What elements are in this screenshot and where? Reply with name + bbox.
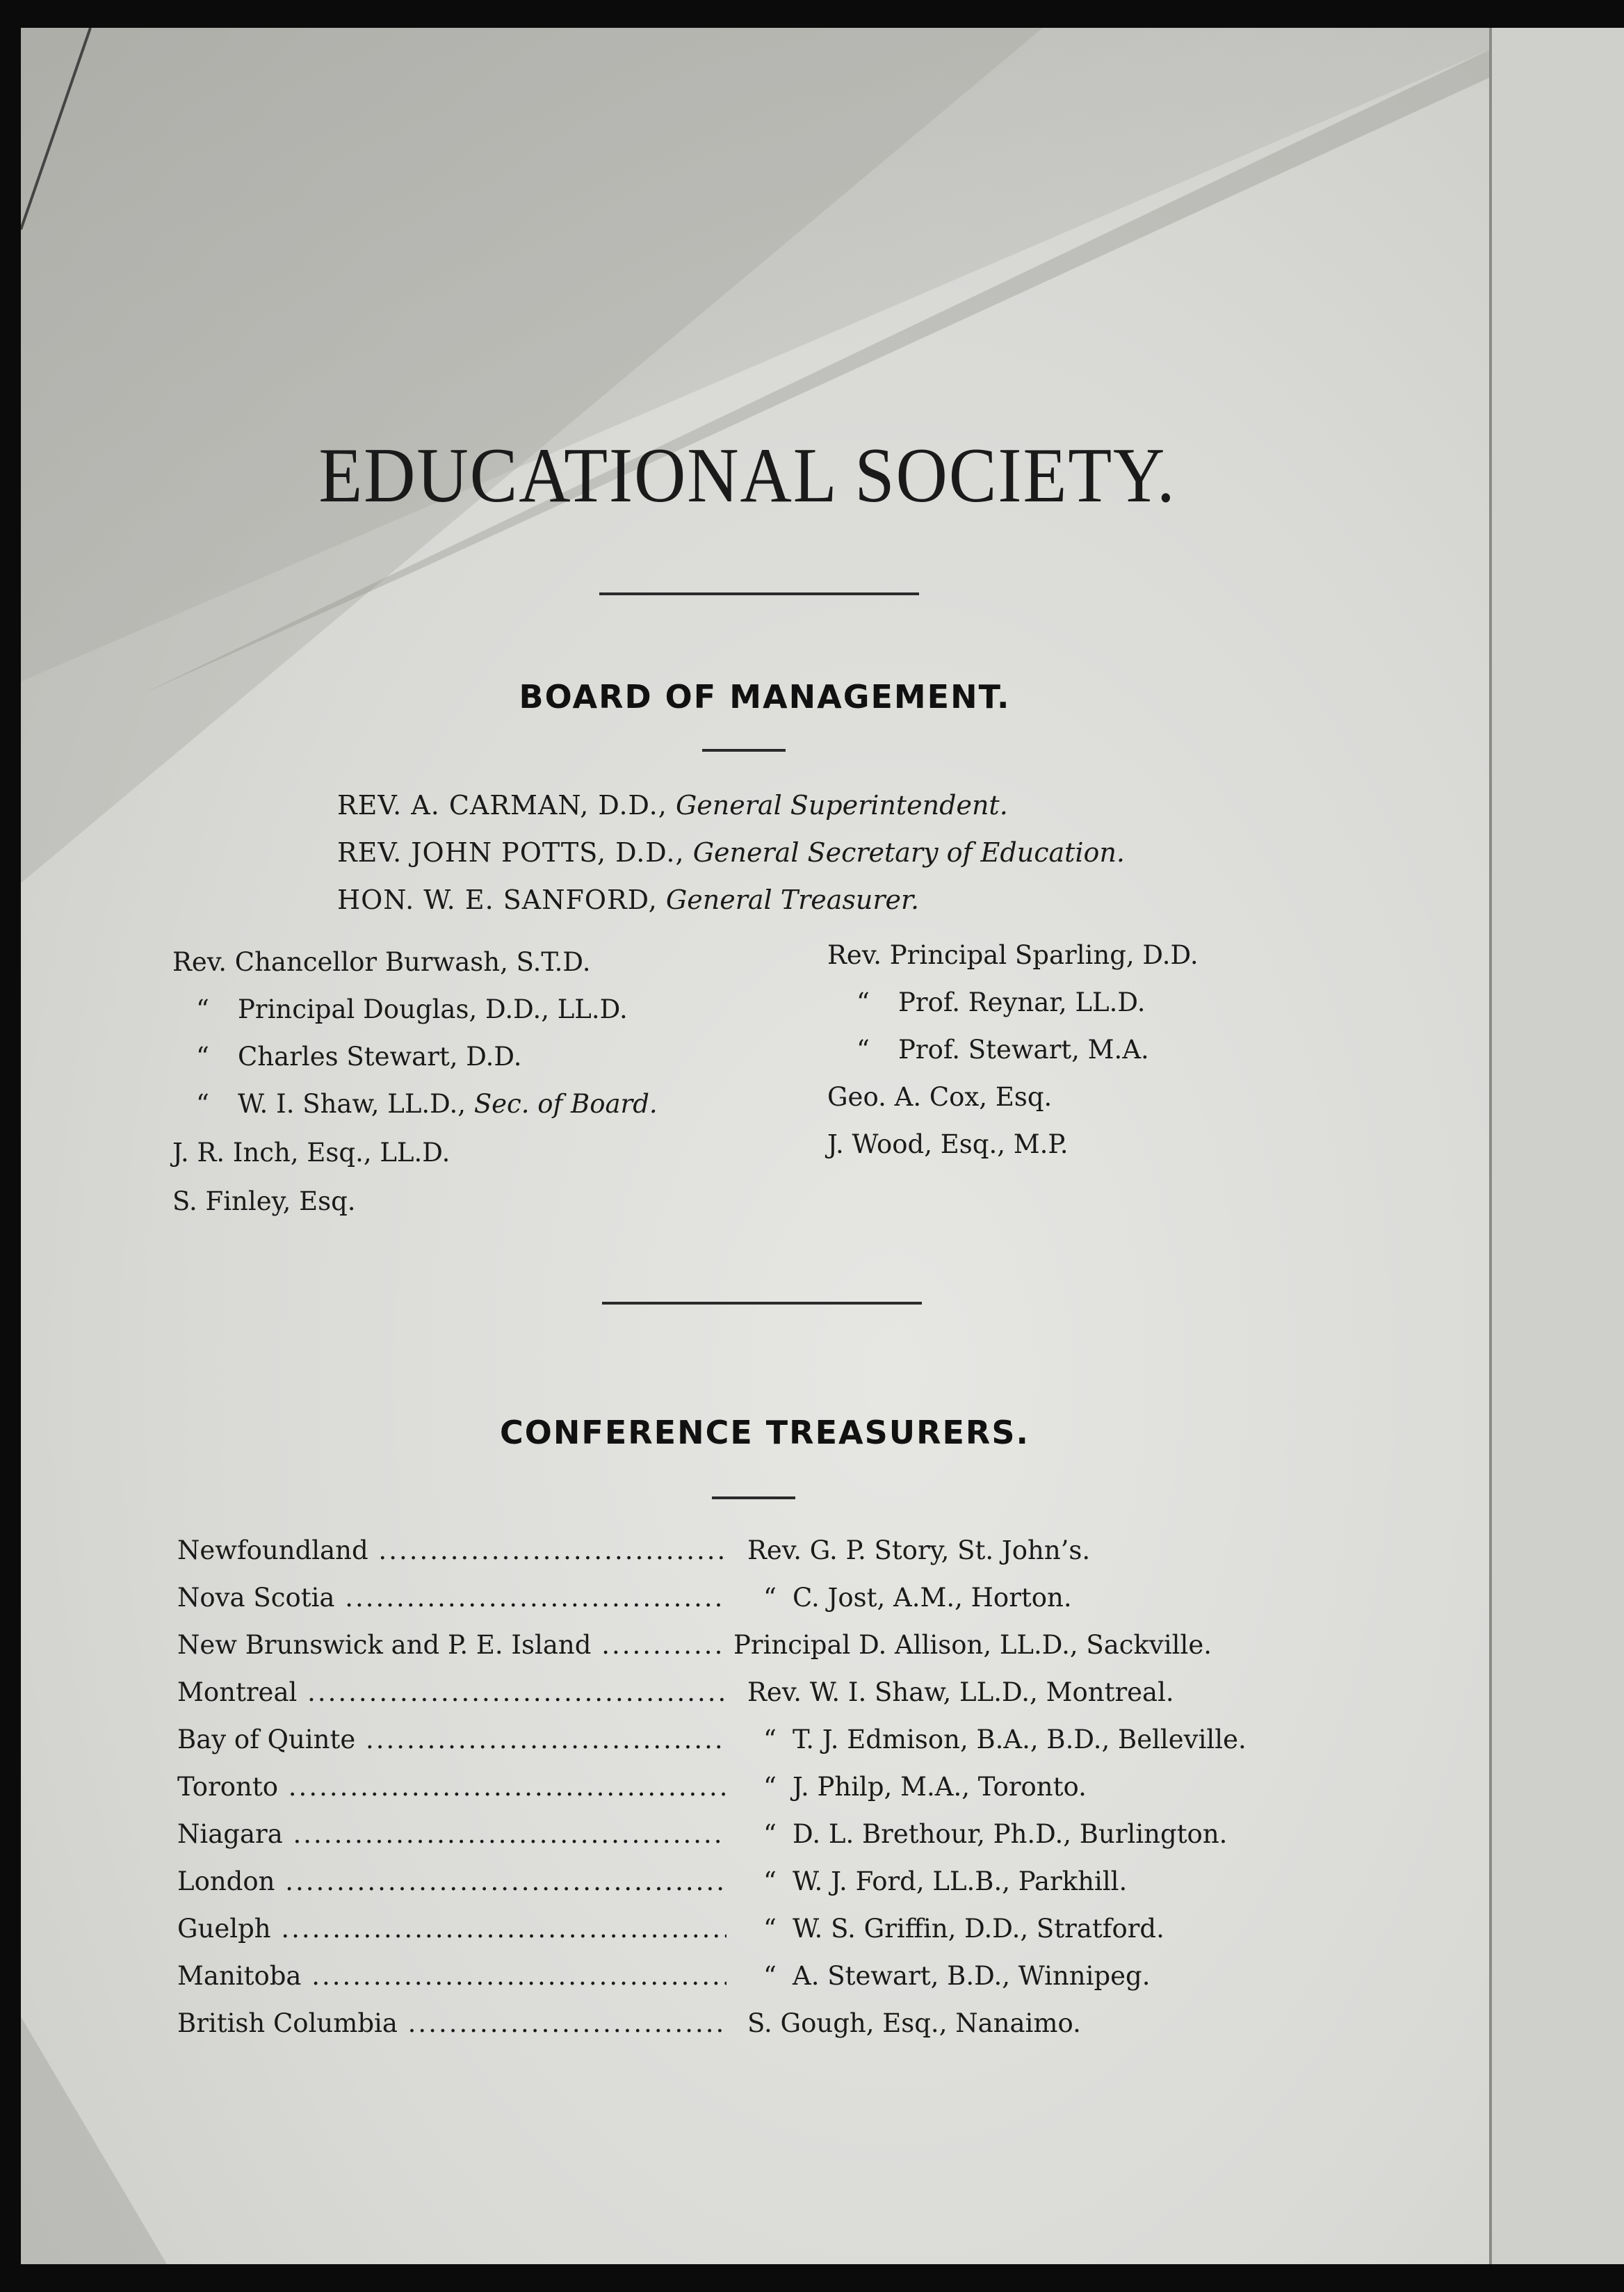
scan-border-top — [0, 0, 1624, 28]
board-member-left — [172, 1138, 450, 1168]
page-title: EDUCATIONAL SOCIETY. — [318, 433, 1176, 519]
title-divider — [599, 592, 919, 595]
conference-name: Niagara ..... — [177, 1819, 726, 1849]
board-member-right — [827, 1129, 1069, 1159]
board-member-right — [827, 1082, 1052, 1112]
officer-line — [337, 885, 919, 915]
treasurer-row — [177, 1583, 1359, 1624]
binding-strip — [1492, 28, 1624, 2264]
conference-name: Montreal ..... — [177, 1677, 726, 1707]
officer-role: General Treasurer. — [665, 885, 920, 915]
ditto-mark: “ — [763, 1583, 777, 1613]
dot-leader — [355, 1725, 726, 1754]
treasurer-row — [177, 1819, 1359, 1861]
dot-leader — [297, 1677, 726, 1707]
board-heading-rule — [702, 749, 786, 752]
member-name: Prof. Reynar, LL.D. — [898, 987, 1146, 1017]
treasurers-heading: CONFERENCE TREASURERS. — [500, 1414, 1030, 1451]
member-name: J. R. Inch, Esq., LL.D. — [172, 1138, 450, 1168]
ditto-mark: “ — [763, 1819, 777, 1849]
conference-name: Guelph ..... — [177, 1914, 726, 1944]
member-name: Principal Douglas, D.D., LL.D. — [238, 994, 628, 1024]
treasurer-name: “ D. L. Brethour, Ph.D., Burlington. — [747, 1819, 1227, 1849]
officer-line — [337, 837, 1125, 868]
ditto-mark: “ — [763, 1961, 777, 1991]
officer-name: REV. A. CARMAN, D.D., — [337, 790, 667, 821]
officer-name: REV. JOHN POTTS, D.D., — [337, 837, 685, 868]
treasurer-row — [177, 1535, 1359, 1577]
member-name: W. I. Shaw, LL.D., — [238, 1089, 466, 1119]
treasurer-name: “ A. Stewart, B.D., Winnipeg. — [747, 1961, 1150, 1991]
board-member-left — [196, 1042, 522, 1072]
treasurer-name: Rev. G. P. Story, St. John’s. — [747, 1535, 1091, 1565]
page-fold — [1489, 28, 1492, 2264]
member-name: Geo. A. Cox, Esq. — [827, 1082, 1053, 1112]
treasurer-name: “ W. S. Griffin, D.D., Stratford. — [747, 1914, 1164, 1944]
ditto-mark: “ — [196, 994, 209, 1024]
board-member-left — [172, 1186, 356, 1216]
conference-name: Toronto ..... — [177, 1772, 726, 1802]
member-name: S. Finley, Esq. — [172, 1186, 356, 1216]
scan-border-bottom — [0, 2264, 1624, 2292]
ditto-mark: “ — [763, 1725, 777, 1754]
treasurer-row — [177, 1914, 1359, 1955]
ditto-mark: “ — [763, 1772, 777, 1802]
treasurer-name: “ T. J. Edmison, B.A., B.D., Belleville. — [747, 1725, 1247, 1754]
board-member-left — [196, 994, 628, 1024]
dot-leader — [591, 1630, 726, 1660]
board-member-right — [856, 987, 1145, 1017]
conference-name: Newfoundland ..... — [177, 1535, 726, 1565]
treasurer-row — [177, 1725, 1359, 1766]
conference-name: Manitoba ..... — [177, 1961, 726, 1991]
member-name: Rev. Chancellor Burwash, S.T.D. — [172, 947, 591, 977]
ditto-mark: “ — [856, 987, 870, 1017]
dot-leader — [283, 1819, 726, 1849]
ditto-mark: “ — [196, 1089, 209, 1119]
board-heading: BOARD OF MANAGEMENT. — [519, 678, 1011, 716]
board-member-right — [827, 940, 1199, 970]
member-name: Rev. Principal Sparling, D.D. — [827, 940, 1199, 970]
scan-border-left — [0, 0, 21, 2292]
member-role: Sec. of Board. — [473, 1089, 658, 1119]
dot-leader — [271, 1914, 726, 1944]
member-name: Charles Stewart, D.D. — [238, 1042, 522, 1072]
treasurer-name: “ J. Philp, M.A., Toronto. — [747, 1772, 1087, 1802]
treasurer-name: Principal D. Allison, LL.D., Sackville. — [733, 1630, 1212, 1660]
member-name: J. Wood, Esq., M.P. — [827, 1129, 1069, 1159]
conference-name: London ..... — [177, 1866, 726, 1896]
dot-leader — [302, 1961, 727, 1991]
treasurer-name: “ W. J. Ford, LL.B., Parkhill. — [747, 1866, 1127, 1896]
dot-leader — [368, 1535, 726, 1565]
treasurer-name: “ C. Jost, A.M., Horton. — [747, 1583, 1072, 1613]
treasurer-row — [177, 1866, 1359, 1908]
conference-name: British Columbia ..... — [177, 2008, 726, 2038]
officer-line — [337, 790, 1008, 821]
ditto-mark: “ — [763, 1914, 777, 1944]
treasurer-row — [177, 1772, 1359, 1814]
treasurer-name: S. Gough, Esq., Nanaimo. — [747, 2008, 1081, 2038]
treasurer-row — [177, 1961, 1359, 2003]
treasurers-heading-rule — [712, 1496, 795, 1499]
treasurer-row — [177, 1677, 1359, 1719]
dot-leader — [275, 1866, 726, 1896]
dot-leader — [334, 1583, 726, 1613]
dot-leader — [278, 1772, 726, 1802]
ditto-mark: “ — [196, 1042, 209, 1072]
officer-role: General Secretary of Education. — [692, 837, 1125, 868]
officer-role: General Superintendent. — [675, 790, 1008, 821]
officer-name: HON. W. E. SANFORD, — [337, 885, 658, 915]
board-member-left — [196, 1089, 658, 1119]
ditto-mark: “ — [856, 1035, 870, 1065]
conference-name: New Brunswick and P. E. Island ..... — [177, 1630, 726, 1660]
treasurer-row — [177, 2008, 1359, 2050]
section-divider — [602, 1302, 922, 1305]
member-name: Prof. Stewart, M.A. — [898, 1035, 1149, 1065]
treasurer-row — [177, 1630, 1359, 1672]
ditto-mark: “ — [763, 1866, 777, 1896]
board-member-left — [172, 947, 591, 977]
treasurer-name: Rev. W. I. Shaw, LL.D., Montreal. — [747, 1677, 1174, 1707]
dot-leader — [398, 2008, 726, 2038]
conference-name: Nova Scotia ..... — [177, 1583, 726, 1613]
board-member-right — [856, 1035, 1149, 1065]
conference-name: Bay of Quinte ..... — [177, 1725, 726, 1754]
